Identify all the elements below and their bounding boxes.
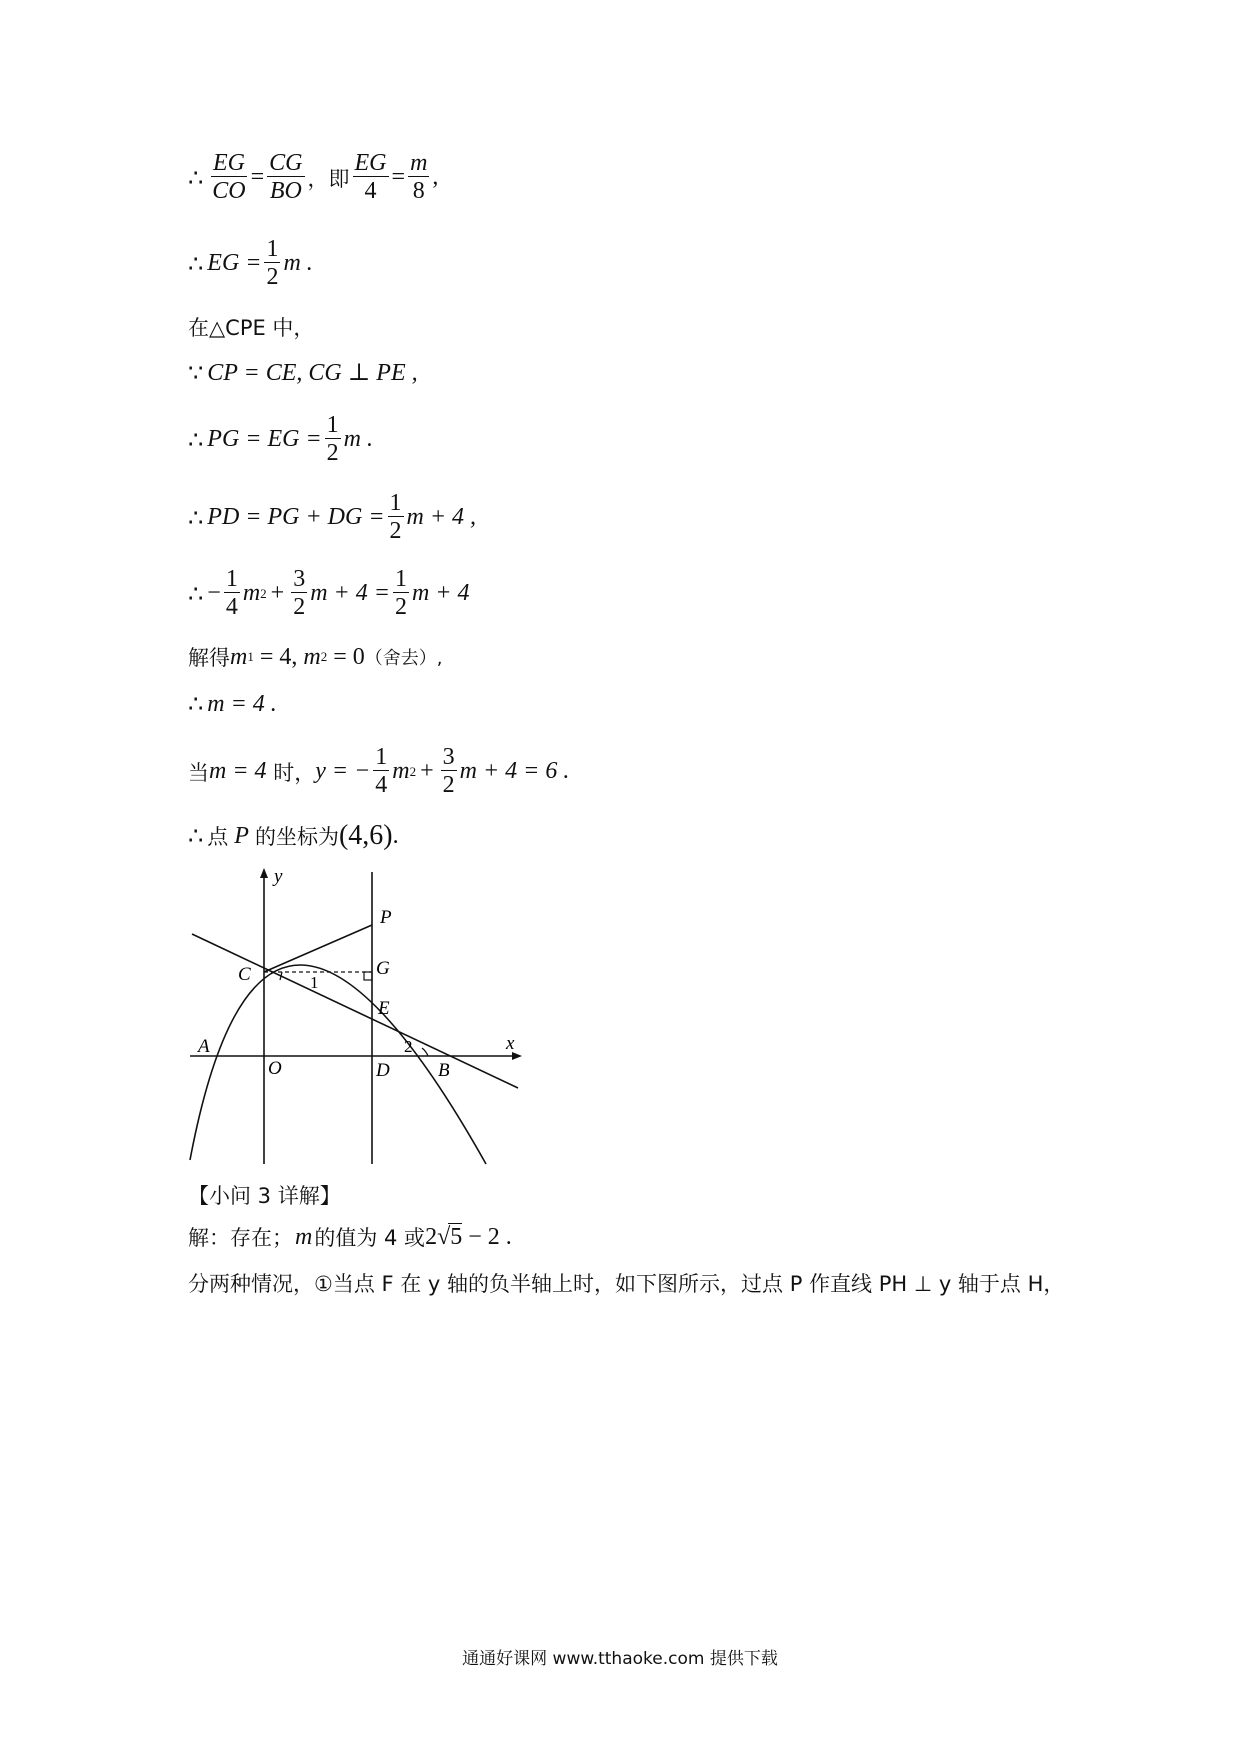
parabola-figure [186, 868, 526, 1168]
equation-cp-ce: ∵ CP = CE, CG ⊥ PE , [188, 358, 418, 387]
fraction: $\frac{1}{2}$ [389, 490, 402, 544]
label-d: D [376, 1060, 390, 1081]
therefore-symbol: ∴ [188, 163, 204, 192]
equation-quadratic: ∴ − $\frac{1}{4}$ m 2 + $\frac{3}{2}$ m + 4 = $\frac{1}{2}$ m + 4 [188, 566, 470, 620]
therefore-symbol: ∴ [188, 690, 204, 718]
fraction: $\frac{1}{4}$ [225, 566, 238, 620]
fraction: $\frac{EG}{4}$ [354, 150, 387, 204]
point-coordinate: ∴ 点 P 的坐标为 (4,6) . [188, 820, 399, 851]
label-angle-2: 2 [404, 1037, 413, 1056]
sqrt-icon: √ [437, 1223, 451, 1250]
therefore-symbol: ∴ [188, 425, 204, 454]
therefore-symbol: ∴ [188, 579, 204, 608]
label-c: C [238, 964, 251, 985]
therefore-symbol: ∴ [188, 249, 204, 278]
solution-line: 解得 m 1 = 4, m 2 = 0 （舍去）, [188, 643, 443, 670]
fraction: $\frac{3}{2}$ [442, 744, 455, 798]
fraction: $\frac{1}{4}$ [375, 744, 388, 798]
label-g: G [376, 958, 390, 979]
answer-line: 解：存在； m 的值为 4 或 2 √ 5 − 2 . [188, 1223, 512, 1250]
fraction: $\frac{EG}{CO}$ [212, 150, 246, 204]
footer-text: 通通好课网 www.tthaoke.com 提供下载 [462, 1649, 778, 1669]
because-symbol: ∵ [188, 358, 204, 387]
y-axis-arrow-icon [260, 868, 268, 878]
fraction: $\frac{1}{2}$ [266, 236, 279, 290]
label-e: E [378, 998, 390, 1019]
fraction: $\frac{1}{2}$ [394, 566, 407, 620]
label-angle-1: 1 [310, 973, 319, 992]
equation-m: ∴ m = 4 . [188, 690, 277, 718]
equation-ratio: ∴ $\frac{EG}{CO}$ = $\frac{CG}{BO}$ ，即 $\frac{EG}{4}$ = $\frac{m}{8}$ , [188, 150, 439, 204]
fraction: $\frac{m}{8}$ [410, 150, 428, 204]
therefore-symbol: ∴ [188, 503, 204, 532]
equation-pd: ∴ PD = PG + DG = $\frac{1}{2}$ m + 4 , [188, 490, 477, 544]
label-y: y [274, 868, 283, 887]
label-o: O [268, 1058, 282, 1079]
text-line: 在△CPE 中， [188, 316, 315, 340]
right-angle-mark [364, 972, 372, 980]
case-description: 分两种情况，①当点 F 在 y 轴的负半轴上时，如下图所示，过点 P 作直线 PH ⊥ y 轴于点 H， [188, 1272, 1065, 1296]
label-p: P [380, 907, 392, 928]
label-x: x [506, 1033, 515, 1054]
fraction: $\frac{CG}{BO}$ [269, 150, 303, 204]
line-cb [192, 934, 518, 1088]
equation-y-value: 当 m = 4 时， y = − $\frac{1}{4}$ m 2 + $\frac{3}{2}$ m + 4 = 6 . [188, 744, 570, 798]
fraction: $\frac{3}{2}$ [293, 566, 306, 620]
label-b: B [438, 1060, 450, 1081]
therefore-symbol: ∴ [188, 822, 204, 850]
angle-arc-b [422, 1048, 428, 1056]
equation-pg: ∴ PG = EG = $\frac{1}{2}$ m . [188, 412, 373, 466]
section-heading: 【小问 3 详解】 [188, 1184, 341, 1208]
fraction: $\frac{1}{2}$ [326, 412, 339, 466]
equation-eg: ∴ EG = $\frac{1}{2}$ m . [188, 236, 313, 290]
label-a: A [198, 1036, 210, 1057]
segment-cp [264, 925, 372, 972]
